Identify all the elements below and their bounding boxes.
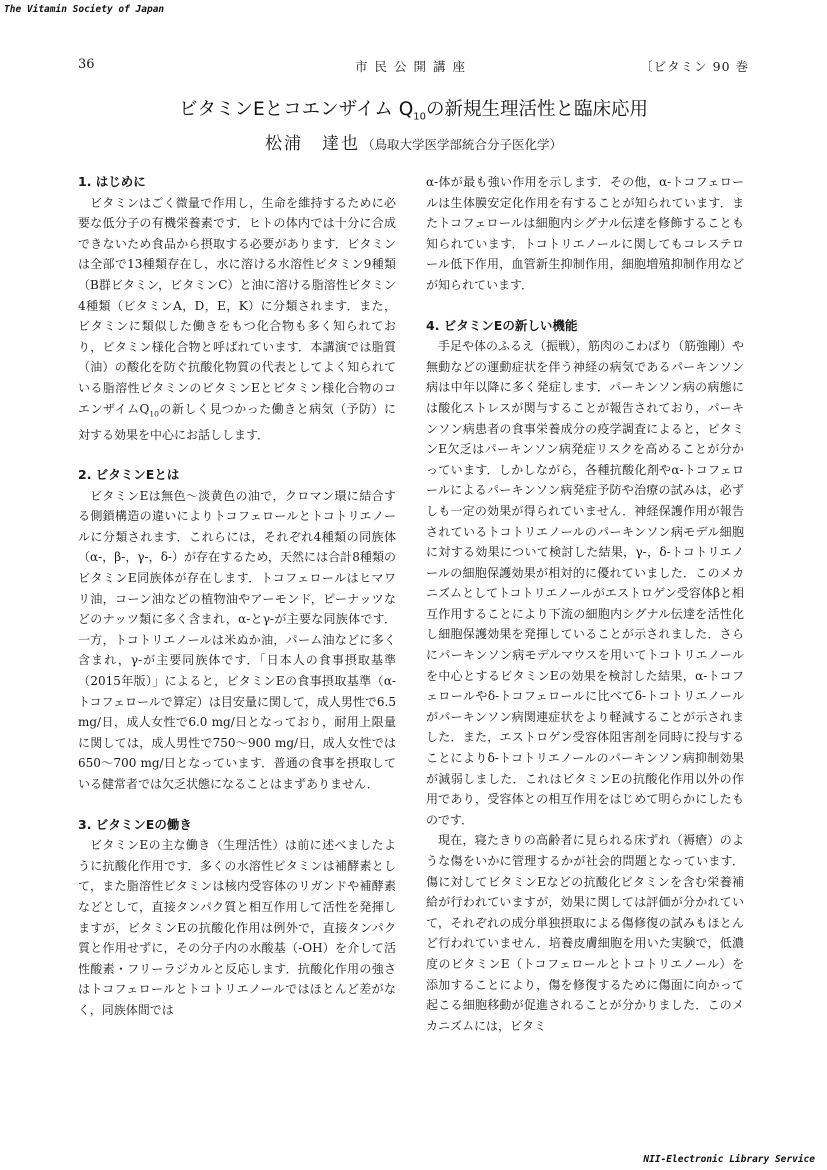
title-rest: の新規生理活性と臨床応用	[426, 99, 649, 120]
archive-label-top: The Vitamin Society of Japan	[4, 4, 165, 15]
title-subscript: 10	[413, 111, 427, 123]
section-4-paragraph-1: 手足や体のふるえ（振戦），筋肉のこわばり（筋強剛）や無動などの運動症状を伴う神経の病気であるパーキンソン病は中年以降に多く発症します．パーキンソン病の病態には酸化ストレスが関与することが報告されており，パーキンソン病患者の食事栄養成分の疫学調査によると，ビタミンE欠乏はパーキンソン病発症リスクを高めることが分かっています．しかしながら，各種抗酸化剤やα-トコフェロールによるパーキンソン病発症予防や治療の試みは，必ずしも一定の効果が得られていません．神経保護作用が報告されているトコトリエノールのパーキンソン病モデル細胞に対する効果について検討した結果，γ-，δ-トコトリエノールの細胞保護効果が相対的に優れていました．このメカニズムとしてトコトリエノールがエストロゲン受容体βと相互作用することにより下流の細胞内シグナル伝達を活性化し細胞保護効果を発揮していることが示されました．さらにパーキンソン病モデルマウスを用いてトコトリエノールを中心とするビタミンEの効果を検討した結果，α-トコフェロールやδ-トコフェロールに比べてδ-トコトリエノールがパーキンソン病関連症状をより軽減することが示されました．また，エストロゲン受容体阻害剤を同時に投与することによりδ-トコトリエノールのパーキンソン病抑制効果が減弱しました．これはビタミンEの抗酸化作用以外の作用であり，受容体との相互作用をはじめて明らかにしたものです．	[426, 339, 745, 827]
archive-label-bottom: NII-Electronic Library Service	[643, 1154, 815, 1165]
author-affiliation: （鳥取大学医学部統合分子医化学）	[361, 137, 562, 152]
section-1-subscript: 10	[149, 408, 159, 418]
title-main: ビタミンEとコエンザイム Q	[178, 99, 414, 120]
section-2-paragraph: ビタミンEは無色～淡黄色の油で，クロマン環に結合する側鎖構造の違いによりトコフェロールとトコトリエノールに分類されます．これらには，それぞれ4種類の同族体（α-，β-，γ-，δ-）が存在するため，天然には合計8種類のビタミンE同族体が存在します．トコフェロールはヒマワリ油，コーン油などの植物油やアーモンド，ピーナッツなどのナッツ類に多く含まれ，α-とγ-が主要な同族体です．一方，トコトリエノールは米ぬか油，パーム油などに多く含まれ，γ-が主要同族体です．「日本人の食事摂取基準（2015年版）」によると，ビタミンEの食事摂取基準（α-トコフェロールで算定）は目安量に関して，成人男性で6.5 mg/日，成人女性で6.0 mg/日となっており，耐用上限量に関しては，成人男性で750～900 mg/日，成人女性では650～700 mg/日となっています．普通の食事を摂取している健常者では欠乏状態になることはまずありません．	[78, 488, 396, 792]
author-name: 松浦 達也	[264, 134, 360, 154]
page-number: 36	[78, 57, 95, 72]
running-header	[78, 57, 749, 77]
series-label: 市民公開講座	[354, 59, 472, 74]
author-line	[0, 129, 827, 154]
section-3-heading: 3. ビタミンEの働き	[78, 816, 192, 832]
section-4-paragraph-2: 現在，寝たきりの高齢者に見られる床ずれ（褥瘡）のような傷をいかに管理するかが社会的問題となっています．傷に対してビタミンEなどの抗酸化ビタミンを含む栄養補給が行われていますが，効果に関しては評価が分かれていて，それぞれの成分単独摂取による傷修復の試みもほとんど行われていません．培養皮膚細胞を用いた実験で，低濃度のビタミンE（トコフェロールとトコトリエノール）を添加することにより，傷を修復するために傷面に向かって起こる細胞移動が促進されることが分かりました．このメカニズムには，ビタミ	[426, 833, 744, 1033]
section-3-paragraph: ビタミンEの主な働き（生理活性）は前に述べましたように抗酸化作用です．多くの水溶性ビタミンは補酵素として，また脂溶性ビタミンは核内受容体のリガンドや補酵素などとして，直接タンパク質と相互作用して活性を発揮しますが，ビタミンEの抗酸化作用は例外で，直接タンパク質と作用せずに，その分子内の水酸基（-OH）を介して活性酸素・フリーラジカルと反応します．抗酸化作用の強さはトコフェロールとトコトリエノールではほとんど差がなく，同族体間では	[78, 838, 396, 1017]
left-column	[78, 172, 396, 1021]
article-title	[0, 95, 827, 123]
section-2-heading: 2. ビタミンEとは	[78, 467, 180, 483]
section-1-heading: 1. はじめに	[78, 174, 146, 189]
right-column	[426, 172, 744, 1036]
journal-volume: 〔ビタミン 90 巻	[640, 59, 749, 74]
section-3-continuation: α-体が最も強い作用を示します．その他，α-トコフェロールは生体膜安定化作用を有することが知られています．またトコフェロールは細胞内シグナル伝達を修飾することも知られています．トコトリエノールに関してもコレステロール低下作用，血管新生抑制作用，細胞増殖抑制作用などが知られています．	[426, 175, 744, 292]
section-1-text-b: の新しく見つかった働きと病気（予防）に対する効果を中心にお話しします．	[78, 401, 396, 442]
section-1-text-a: ビタミンはごく微量で作用し，生命を維持するために必要な低分子の有機栄養素です．ヒトの体内では十分に合成できないため食品から摂取する必要があります．ビタミンは全部で13種類存在し，水に溶ける水溶性ビタミン9種類（B群ビタミン，ビタミンC）と油に溶ける脂溶性ビタミン4種類（ビタミンA，D，E，K）に分類されます．また，ビタミンに類似した働きをもつ化合物も多く知られており，ビタミン様化合物と呼ばれています．本講演では脂質（油）の酸化を防ぐ抗酸化物質の代表としてよく知られている脂溶性ビタミンのビタミンEとビタミン様化合物のコエンザイムQ	[78, 195, 396, 416]
section-4-heading: 4. ビタミンEの新しい機能	[426, 317, 578, 333]
section-1-paragraph	[78, 193, 396, 446]
